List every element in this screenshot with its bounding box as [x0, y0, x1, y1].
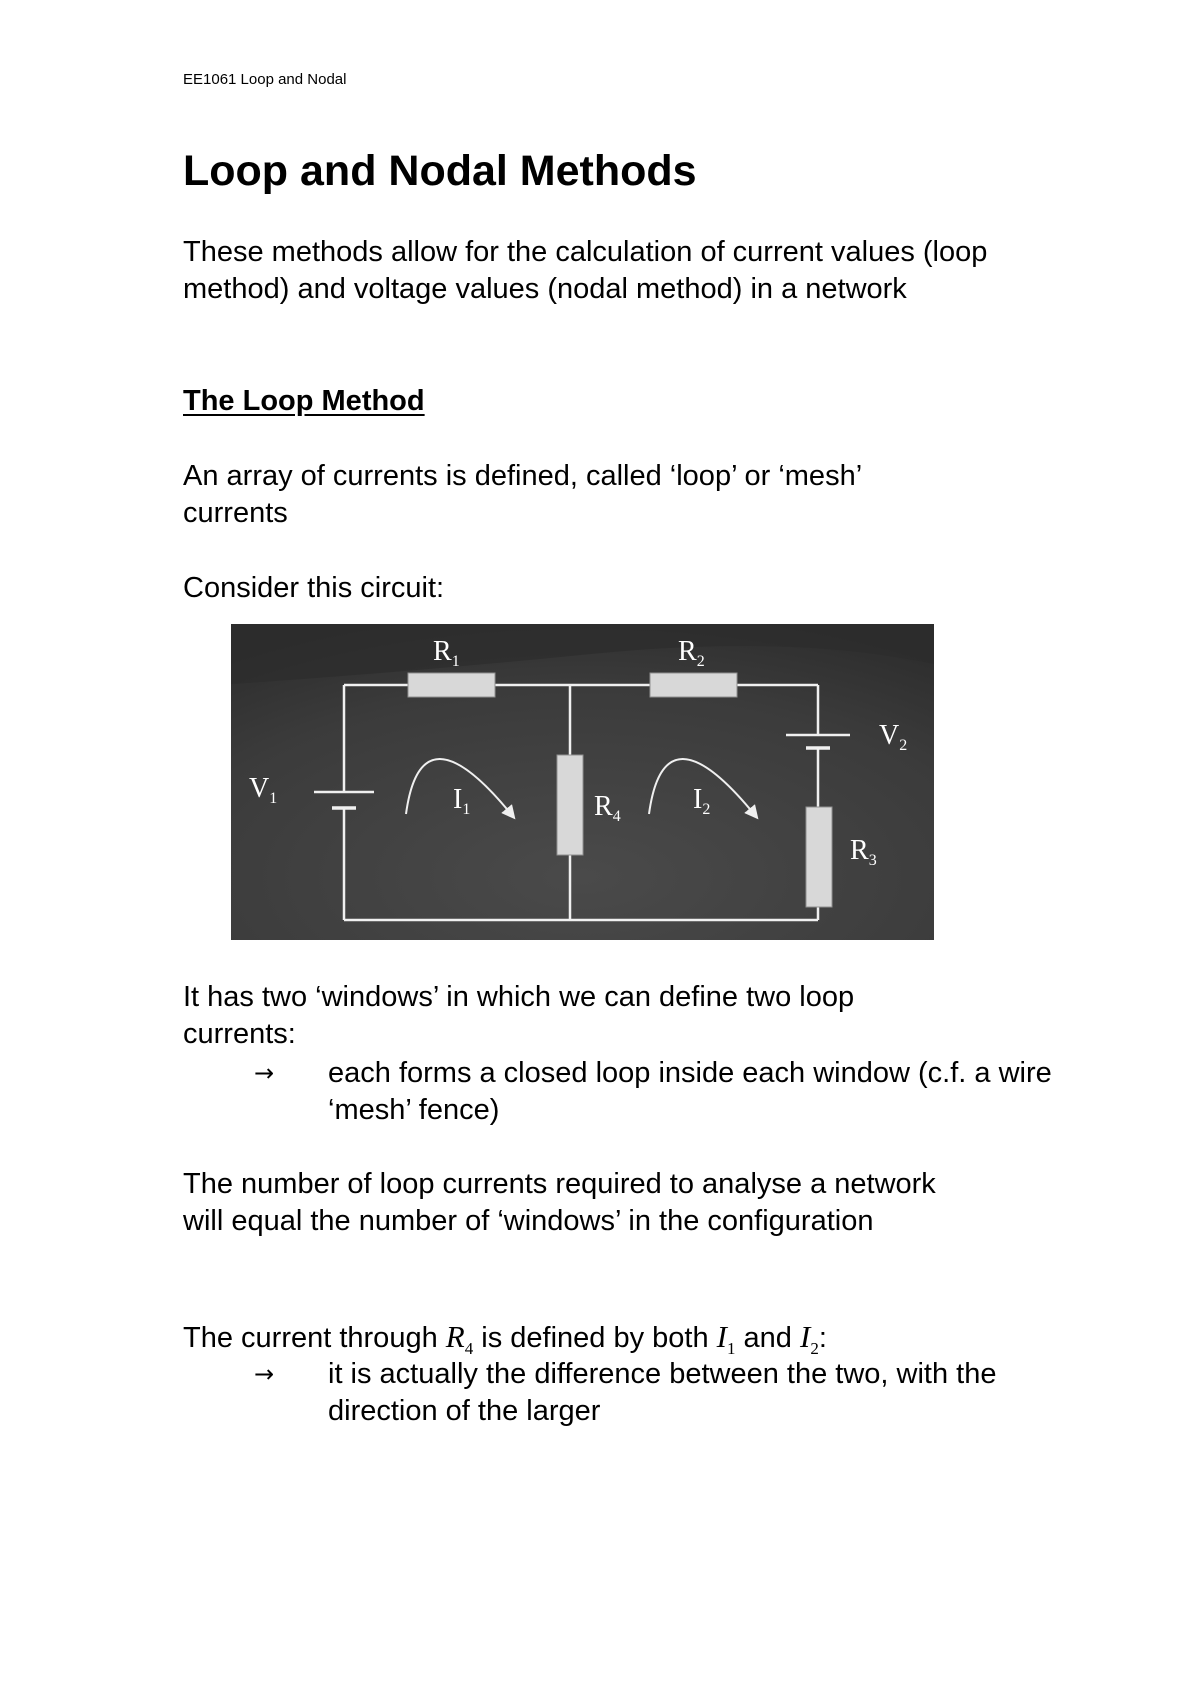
loop-currents-paragraph: An array of currents is defined, called ‘loop’ or ‘mesh’ currents [183, 460, 862, 529]
symbol-i1: $I_1$ [716, 1319, 736, 1359]
bullet-text: each forms a closed loop inside each window (c.f. a wire ‘mesh’ fence) [328, 1057, 1052, 1126]
right-arrow-icon: → [254, 1059, 275, 1087]
windows-paragraph: It has two ‘windows’ in which we can define two loop currents: [183, 981, 855, 1050]
label-v1: $V_1$ [249, 773, 278, 807]
intro-paragraph: These methods allow for the calculation of current values (loop method) and voltage values (nodal method) in a network [183, 236, 988, 305]
circuit-diagram [231, 624, 934, 940]
label-r2: $R_2$ [678, 636, 705, 670]
symbol-i2: $I_2$ [799, 1319, 819, 1359]
resistor-r4 [557, 755, 583, 855]
label-r1: $R_1$ [433, 636, 460, 670]
resistor-r1 [408, 673, 495, 697]
current-through-r4-paragraph: The current through $R_4$ is defined by both $I_1$ and $I_2$: [183, 1319, 827, 1359]
label-r4: $R_4$ [594, 791, 621, 825]
consider-circuit-paragraph: Consider this circuit: [183, 572, 445, 604]
resistor-r3 [806, 807, 832, 907]
section-heading-loop-method: The Loop Method [183, 385, 425, 417]
symbol-r4: $R_4$ [445, 1319, 474, 1359]
page-header: EE1061 Loop and Nodal [183, 71, 347, 88]
label-v2: $V_2$ [879, 720, 908, 754]
label-i2: $I_2$ [693, 784, 711, 818]
bullet-text: it is actually the difference between the two, with the direction of the larger [328, 1358, 997, 1427]
label-r3: $R_3$ [850, 835, 877, 869]
page-title: Loop and Nodal Methods [183, 147, 697, 195]
resistor-r2 [650, 673, 737, 697]
right-arrow-icon: → [254, 1360, 275, 1388]
number-of-loops-paragraph: The number of loop currents required to analyse a network will equal the number of ‘windows’ in the configuration [183, 1168, 936, 1237]
label-i1: $I_1$ [453, 784, 471, 818]
